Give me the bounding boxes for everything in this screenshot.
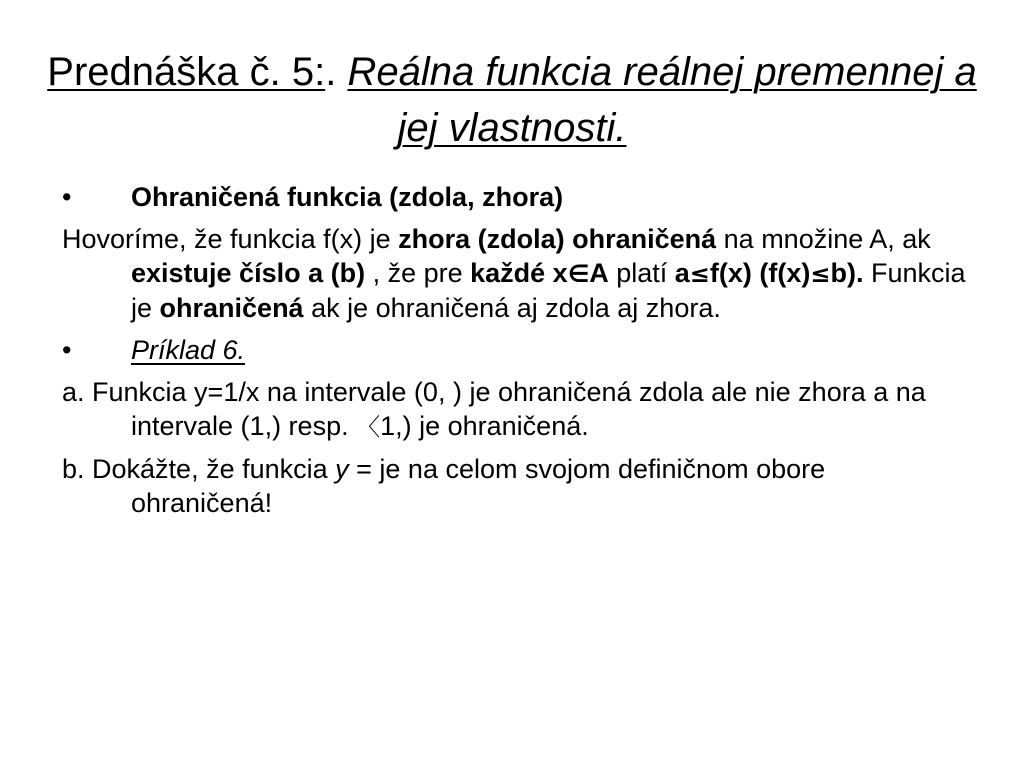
bullet-dot: •: [62, 335, 72, 365]
bullet-heading: Ohraničená funkcia (zdola, zhora): [131, 182, 564, 212]
text-run: na množine A, ak: [716, 224, 931, 254]
title-separator: .: [325, 50, 337, 94]
text-run-bold: f(x) (f(x): [709, 258, 811, 288]
text-run-bold: zhora (zdola) ohraničená: [398, 224, 717, 254]
slide-body: [62, 180, 972, 528]
slide-title: [40, 44, 984, 156]
text-run-bold: ohraničená: [159, 293, 304, 323]
text-run-bold: b).: [830, 258, 864, 288]
bullet-dot: •: [62, 182, 72, 212]
text-run-bold: existuje číslo a (b): [131, 258, 366, 288]
element-of-symbol: ∈: [567, 260, 590, 288]
text-run: b. Dokážte, že funkcia: [62, 454, 336, 484]
text-run: Funkcia je: [131, 258, 966, 323]
text-run: platí: [608, 258, 675, 288]
lecture-topic: Reálna funkcia reálnej premennej a jej vlastnosti.: [347, 50, 977, 150]
less-equal-symbol: ≤: [689, 260, 710, 288]
less-equal-symbol: ≤: [810, 260, 831, 288]
example-item-a: [62, 375, 972, 444]
text-run: a. Funkcia y=1/x na intervale (0, ) je ohraničená zdola ale nie zhora a na intervale (1,) resp.: [62, 377, 926, 441]
text-run: = je na celom svojom definičnom obore ohraničená!: [131, 454, 826, 518]
text-run: , že pre: [365, 258, 471, 288]
left-angle-bracket-symbol: 〈: [356, 413, 381, 441]
definition-paragraph: [62, 222, 972, 325]
lecture-number: Prednáška č. 5:: [47, 50, 326, 94]
text-run-bold: každé x: [470, 258, 568, 288]
text-run: ak je ohraničená aj zdola aj zhora.: [303, 293, 721, 323]
text-run: Hovoríme, že funkcia f(x) je: [62, 224, 399, 254]
bullet-example: [62, 333, 972, 367]
example-heading: Príklad 6.: [131, 335, 246, 365]
text-run: 1,) je ohraničená.: [380, 411, 589, 441]
variable-y: y: [335, 454, 349, 484]
example-item-b: [62, 452, 972, 520]
text-run-bold: a: [674, 258, 690, 288]
bullet-bounded-function: [62, 180, 972, 214]
text-run-bold: A: [589, 258, 609, 288]
